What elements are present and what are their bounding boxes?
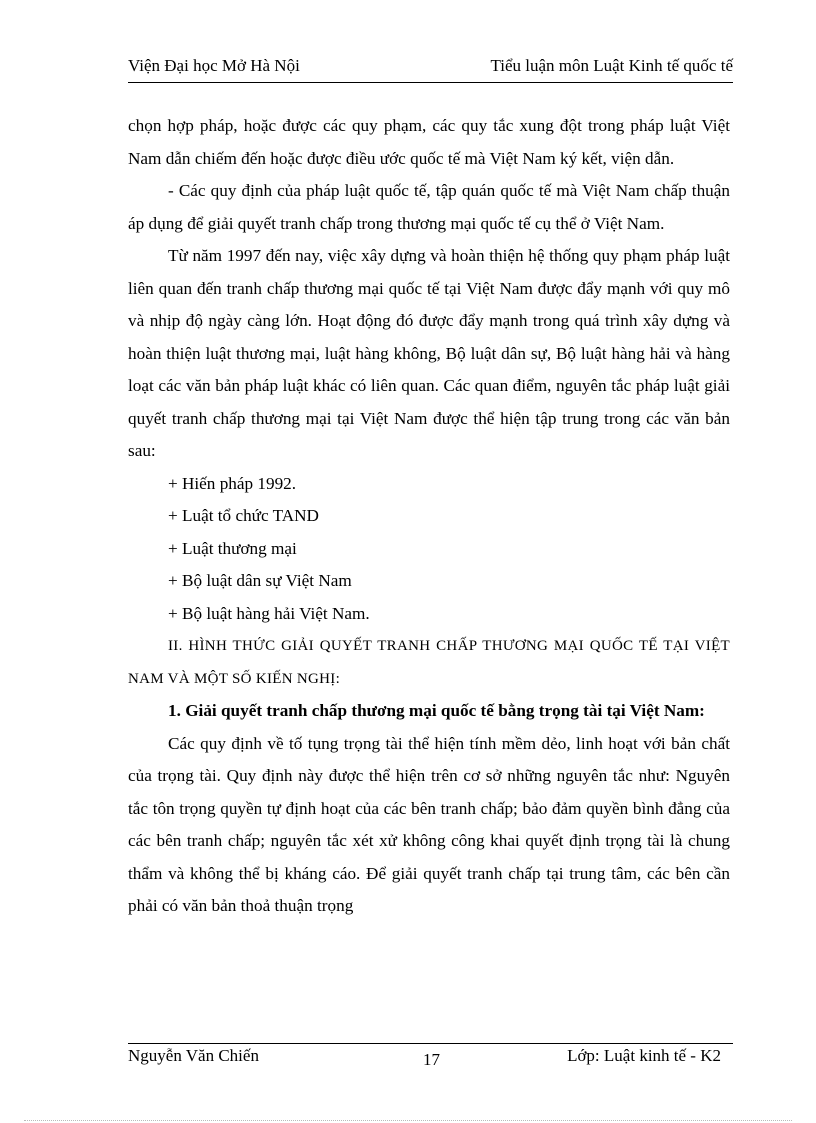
list-item-1: + Hiến pháp 1992. xyxy=(168,473,297,493)
paragraph-2: - Các quy định của pháp luật quốc tế, tập quán quốc tế mà Việt Nam chấp thuận áp dụng để giải quyết tranh chấp trong thương mại quốc tế cụ thể ở Việt Nam. xyxy=(128,181,730,233)
footer-author: Nguyễn Văn Chiến xyxy=(128,1046,259,1065)
page-footer xyxy=(128,1043,733,1074)
header-institution: Viện Đại học Mở Hà Nội xyxy=(128,56,300,75)
subsection-heading: 1. Giải quyết tranh chấp thương mại quốc tế bằng trọng tài tại Việt Nam: xyxy=(168,701,705,720)
list-item-3: + Luật thương mại xyxy=(168,538,297,558)
list-item-2: + Luật tổ chức TAND xyxy=(168,506,319,525)
section-heading: II. HÌNH THỨC GIẢI QUYẾT TRANH CHẤP THƯƠNG MẠI QUỐC TẾ TẠI VIỆT NAM VÀ MỘT SỐ KIẾN NGHỊ: xyxy=(128,638,730,687)
list-item-4: + Bộ luật dân sự Việt Nam xyxy=(168,571,352,590)
footer-class: Lớp: Luật kinh tế - K2 xyxy=(567,1046,721,1065)
list-item-5: + Bộ luật hàng hải Việt Nam. xyxy=(168,603,370,623)
page-number: 17 xyxy=(423,1050,440,1069)
paragraph-1: chọn hợp pháp, hoặc được các quy phạm, các quy tắc xung đột trong pháp luật Việt Nam dẫn chiếm đến hoặc được điều ước quốc tế mà Việt Nam ký kết, viện dẫn. xyxy=(128,116,730,168)
paragraph-4: Các quy định về tố tụng trọng tài thể hiện tính mềm dẻo, linh hoạt với bản chất của trọng tài. Quy định này được thể hiện trên cơ sở những nguyên tắc như: Nguyên tắc tôn trọng quyền tự định hoạt của các bên tranh chấp; bảo đảm quyền bình đẳng của các bên tranh chấp; nguyên tắc xét xử không công khai quyết định trọng tài là chung thẩm và không thể bị kháng cáo. Để giải quyết tranh chấp tại trung tâm, các bên cần phải có văn bản thoả thuận trọng xyxy=(128,733,730,915)
page-header xyxy=(128,56,733,83)
page-edge-divider xyxy=(24,1120,792,1121)
paragraph-3: Từ năm 1997 đến nay, việc xây dựng và hoàn thiện hệ thống quy phạm pháp luật liên quan đến tranh chấp thương mại quốc tế tại Việt Nam được đẩy mạnh với quy mô và nhịp độ ngày càng lớn. Hoạt động đó được đẩy mạnh trong quá trình xây dựng và hoàn thiện luật thương mại, luật hàng không, Bộ luật dân sự, Bộ luật hàng hải và hàng loạt các văn bản pháp luật khác có liên quan. Các quan điểm, nguyên tắc pháp luật giải quyết tranh chấp thương mại tại Việt Nam được thể hiện tập trung trong các văn bản sau: xyxy=(128,246,730,460)
header-title: Tiểu luận môn Luật Kinh tế quốc tế xyxy=(490,56,733,75)
document-body xyxy=(128,110,730,923)
